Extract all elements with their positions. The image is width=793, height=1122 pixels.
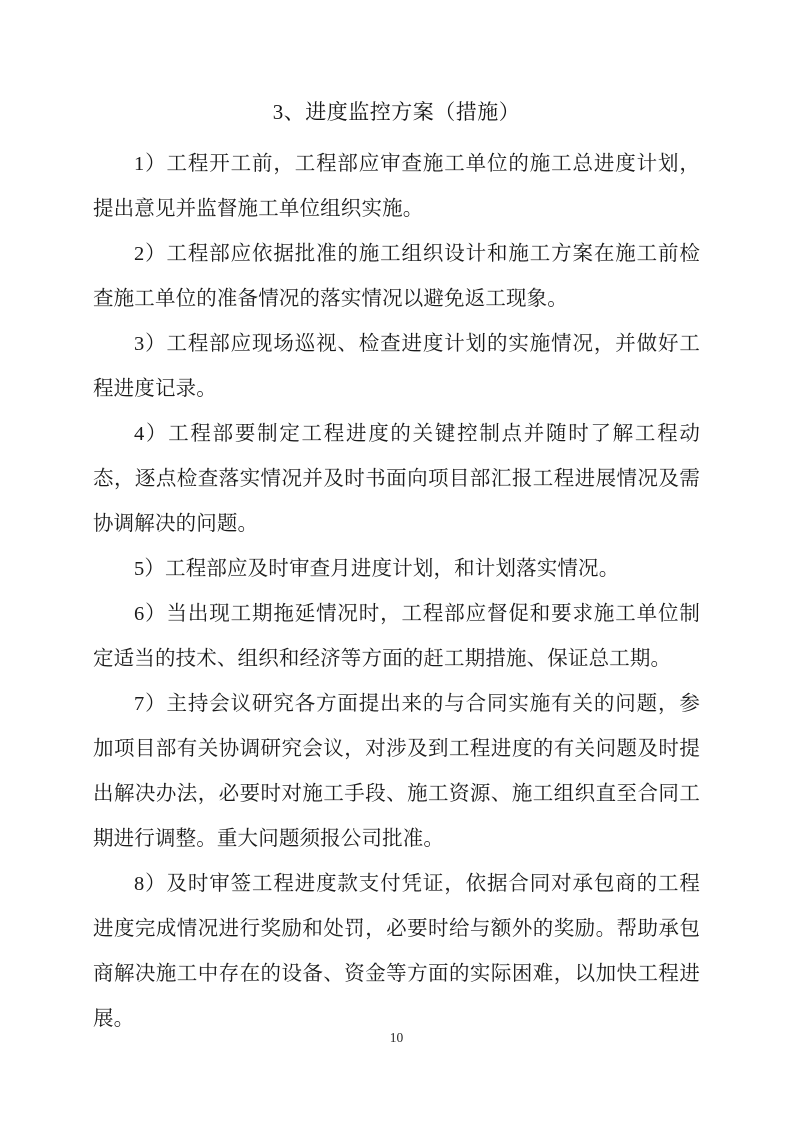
paragraph-1: 1）工程开工前，工程部应审查施工单位的施工总进度计划，提出意见并监督施工单位组织实施。 [93, 153, 700, 220]
paragraph-4: 4）工程部要制定工程进度的关键控制点并随时了解工程动态，逐点检查落实情况并及时书面向项目部汇报工程进展情况及需协调解决的问题。 [93, 423, 700, 535]
paragraph-3: 3）工程部应现场巡视、检查进度计划的实施情况，并做好工程进度记录。 [93, 333, 700, 400]
document-body [93, 96, 700, 1042]
paragraph-5: 5）工程部应及时审查月进度计划，和计划落实情况。 [134, 558, 620, 580]
page-number: 10 [389, 1030, 404, 1045]
paragraph-2: 2）工程部应依据批准的施工组织设计和施工方案在施工前检查施工单位的准备情况的落实情况以避免返工现象。 [93, 243, 700, 310]
page-title: 3、进度监控方案（措施） [272, 100, 521, 124]
paragraph-8: 8）及时审签工程进度款支付凭证，依据合同对承包商的工程进度完成情况进行奖励和处罚，必要时给与额外的奖励。帮助承包商解决施工中存在的设备、资金等方面的实际困难，以加快工程进展。 [93, 873, 700, 1030]
paragraph-6: 6）当出现工期拖延情况时，工程部应督促和要求施工单位制定适当的技术、组织和经济等方面的赶工期措施、保证总工期。 [93, 603, 700, 670]
paragraph-7: 7）主持会议研究各方面提出来的与合同实施有关的问题，参加项目部有关协调研究会议，对涉及到工程进度的有关问题及时提出解决办法，必要时对施工手段、施工资源、施工组织直至合同工期进行调整。重大问题须报公司批准。 [93, 693, 700, 850]
